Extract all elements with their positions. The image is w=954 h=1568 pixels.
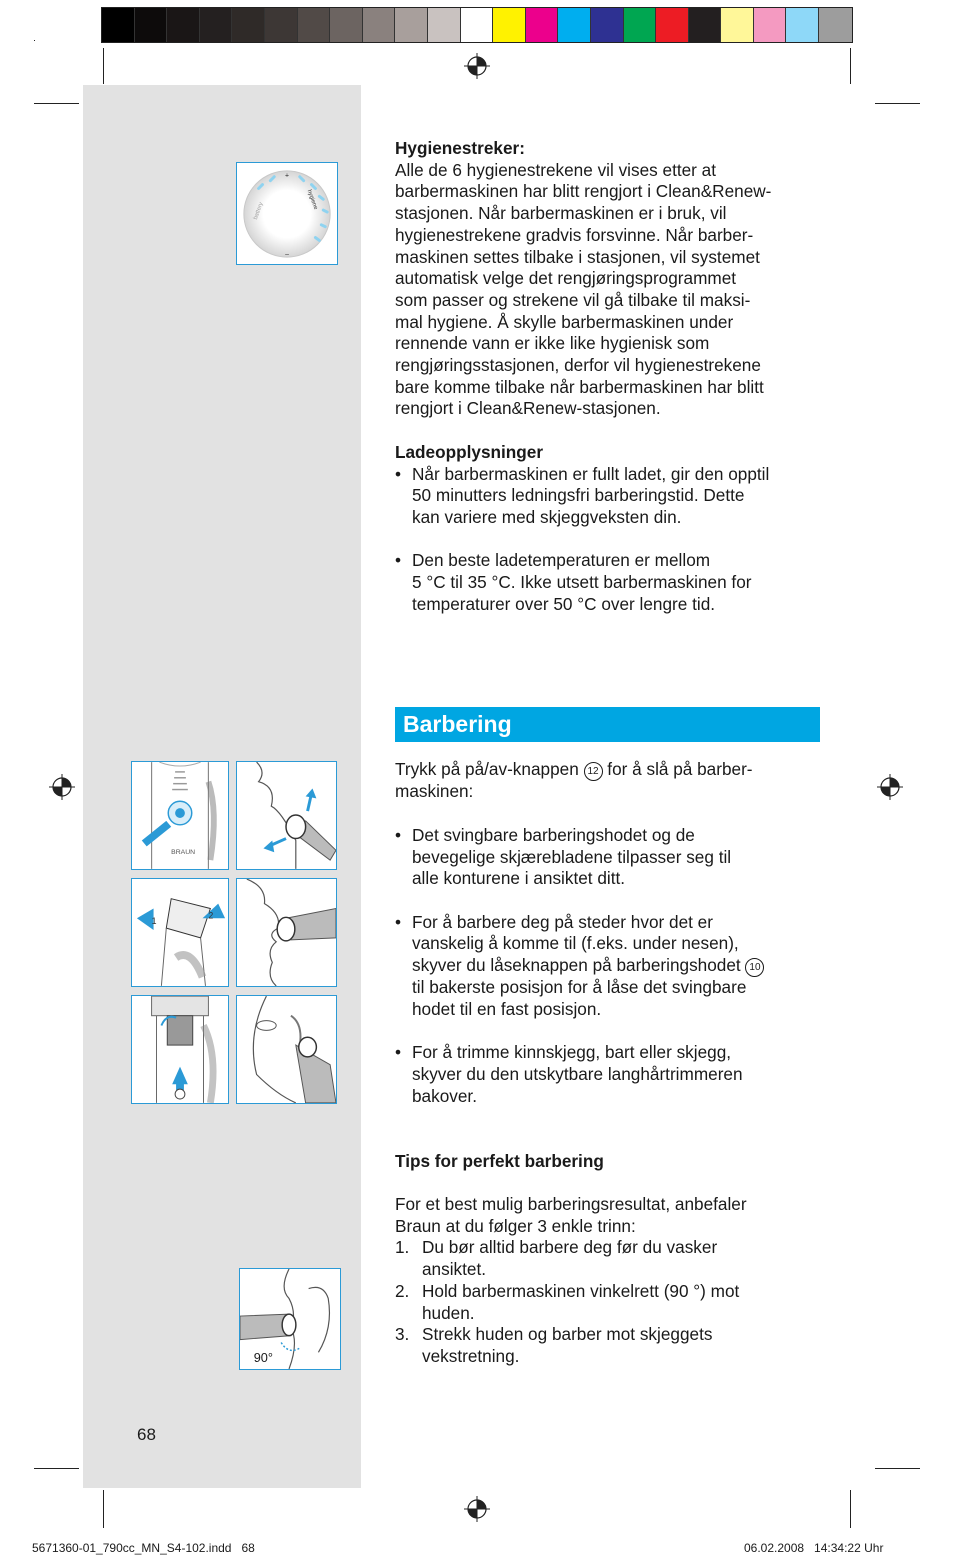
lock-step-2-label: 2	[208, 910, 214, 921]
section-title-barbering: Barbering	[395, 707, 820, 742]
crop-mark	[850, 1490, 851, 1528]
bullet-line: til bakerste posisjon for å låse det svingbare	[412, 977, 747, 998]
hygiene-line: rengjort i Clean&Renew-stasjonen.	[395, 398, 661, 419]
color-swatch	[232, 8, 265, 42]
display-hygiene-word: hygiene	[305, 189, 319, 211]
color-swatch	[591, 8, 624, 42]
step-number: 2.	[395, 1280, 410, 1301]
shaving-bullet	[395, 1042, 820, 1107]
page-number: 68	[137, 1425, 156, 1444]
shaving-angle-figure	[239, 1268, 341, 1370]
hygiene-line: rennende vann er ikke like hygienisk som	[395, 333, 710, 354]
bullet-line: • For å trimme kinnskjegg, bart eller skjegg,	[412, 1042, 732, 1063]
crop-mark	[34, 1468, 79, 1469]
bullet-line: 50 minutters ledningsfri barberingstid. Dette	[412, 485, 745, 506]
part-number-badge: 12	[584, 762, 603, 781]
bullet-line: kan variere med skjeggveksten din.	[412, 506, 682, 527]
shaving-intro: Trykk på på/av-knappen 12 for å slå på barber-	[395, 759, 753, 780]
power-button-figure	[131, 761, 229, 870]
bullet-line: skyver du den utskytbare langhårtrimmeren	[412, 1063, 743, 1084]
display-minus-label: –	[285, 251, 289, 259]
registration-mark-icon	[464, 53, 490, 79]
bullet-line: skyver du låseknappen på barberingshodet 10	[412, 955, 820, 977]
color-swatch	[721, 8, 754, 42]
step-line: Du bør alltid barbere deg før du vasker	[422, 1237, 718, 1258]
shaving-bullet	[395, 825, 820, 890]
color-swatch	[656, 8, 689, 42]
tips-heading: Tips for perfekt barbering	[395, 1150, 604, 1171]
color-swatch	[526, 8, 559, 42]
color-swatch	[624, 8, 657, 42]
hygiene-line: Alle de 6 hygienestrekene vil vises etter at	[395, 159, 717, 180]
bullet-line: vanskelig å komme til (f.eks. under nesen),	[412, 933, 739, 954]
part-number-badge: 10	[745, 958, 764, 977]
step-line: huden.	[422, 1302, 475, 1323]
bullet-line: bevegelige skjærebladene tilpasser seg til	[412, 846, 732, 867]
tips-step	[395, 1324, 820, 1367]
step-number: 1.	[395, 1237, 410, 1258]
registration-mark-icon	[877, 774, 903, 800]
tips-intro-line: Braun at du følger 3 enkle trinn:	[395, 1215, 636, 1236]
color-swatch	[330, 8, 363, 42]
braun-brand-label: BRAUN	[171, 849, 196, 857]
charging-bullet	[395, 464, 820, 529]
crop-mark	[34, 103, 79, 104]
footer-timestamp: 06.02.2008 14:34:22 Uhr	[744, 1541, 884, 1555]
color-swatch	[298, 8, 331, 42]
shaving-nose-figure	[236, 878, 337, 987]
registration-mark-icon	[464, 1496, 490, 1522]
display-plus-label: +	[284, 172, 290, 180]
bullet-line: hodet til en fast posisjon.	[412, 998, 602, 1019]
color-swatch	[689, 8, 722, 42]
bullet-line: temperaturer over 50 °C over lengre tid.	[412, 593, 716, 614]
hygiene-line: maskinen settes tilbake i stasjonen, vil systemet	[395, 246, 760, 267]
hygiene-line: automatisk velge det rengjøringsprogrammet	[395, 268, 737, 289]
crop-mark	[103, 1490, 104, 1528]
color-swatch	[786, 8, 819, 42]
bullet-line: • Når barbermaskinen er fullt ladet, gir den opptil	[412, 463, 770, 484]
registration-mark-icon	[49, 774, 75, 800]
head-lock-figure	[131, 878, 229, 987]
step-line: Hold barbermaskinen vinkelrett (90 °) mot	[422, 1280, 740, 1301]
crop-mark	[875, 103, 920, 104]
color-swatch	[754, 8, 787, 42]
color-swatch	[102, 8, 135, 42]
hygiene-line: stasjonen. Når barbermaskinen er i bruk, vil	[395, 203, 727, 224]
color-swatch	[819, 8, 852, 42]
crop-mark	[34, 40, 35, 41]
tips-step	[395, 1237, 820, 1280]
hygiene-heading: Hygienestreker:	[395, 138, 525, 158]
bullet-line: bakover.	[412, 1085, 477, 1106]
tips-step	[395, 1281, 820, 1324]
main-text-column	[395, 138, 820, 1368]
color-swatch	[200, 8, 233, 42]
hygiene-line: som passer og strekene vil gå tilbake til maksi-	[395, 289, 751, 310]
bullet-line: • Den beste ladetemperaturen er mellom	[412, 550, 711, 571]
color-swatch	[558, 8, 591, 42]
bullet-line: • Det svingbare barberingshodet og de	[412, 824, 695, 845]
bullet-line: alle konturene i ansiktet ditt.	[412, 868, 626, 889]
color-swatch	[428, 8, 461, 42]
step-line: Strekk huden og barber mot skjeggets	[422, 1324, 713, 1345]
shaving-neck-figure	[236, 761, 337, 870]
hygiene-display-figure	[236, 162, 338, 265]
bullet-line: • For å barbere deg på steder hvor det er	[412, 911, 713, 932]
shaving-bullet	[395, 912, 820, 1021]
step-line: vekstretning.	[422, 1345, 520, 1366]
hygiene-line: rengjøringsstasjonen, derfor vil hygienestrekene	[395, 355, 761, 376]
color-swatch	[135, 8, 168, 42]
angle-90-label: 90°	[253, 1350, 273, 1366]
shaving-intro-cont: maskinen:	[395, 781, 474, 802]
hygiene-line: hygienestrekene gradvis forsvinne. Når barber-	[395, 224, 754, 245]
sideburn-trim-figure	[236, 995, 337, 1104]
crop-mark	[103, 48, 104, 84]
charging-heading: Ladeopplysninger	[395, 441, 544, 462]
lock-step-1-label: 1	[151, 916, 157, 927]
color-swatch	[493, 8, 526, 42]
crop-mark	[875, 1468, 920, 1469]
color-swatch	[363, 8, 396, 42]
footer-file-info: 5671360-01_790cc_MN_S4-102.indd 68	[32, 1541, 255, 1555]
color-swatch	[265, 8, 298, 42]
hygiene-line: barbermaskinen har blitt rengjort i Clean&Renew-	[395, 181, 772, 202]
color-swatch	[461, 8, 494, 42]
color-swatch	[167, 8, 200, 42]
color-swatch	[395, 8, 428, 42]
hygiene-line: bare komme tilbake når barbermaskinen har blitt	[395, 376, 764, 397]
hygiene-line: mal hygiene. Å skylle barbermaskinen under	[395, 311, 734, 332]
crop-mark	[850, 48, 851, 84]
trimmer-figure	[131, 995, 229, 1104]
bullet-line: 5 °C til 35 °C. Ikke utsett barbermaskinen for	[412, 572, 752, 593]
display-battery-word: battery	[252, 201, 265, 221]
step-number: 3.	[395, 1324, 410, 1345]
step-line: ansiktet.	[422, 1259, 487, 1280]
tips-intro-line: For et best mulig barberingsresultat, anbefaler	[395, 1194, 747, 1214]
print-color-bar	[101, 7, 853, 43]
charging-bullet	[395, 550, 820, 615]
